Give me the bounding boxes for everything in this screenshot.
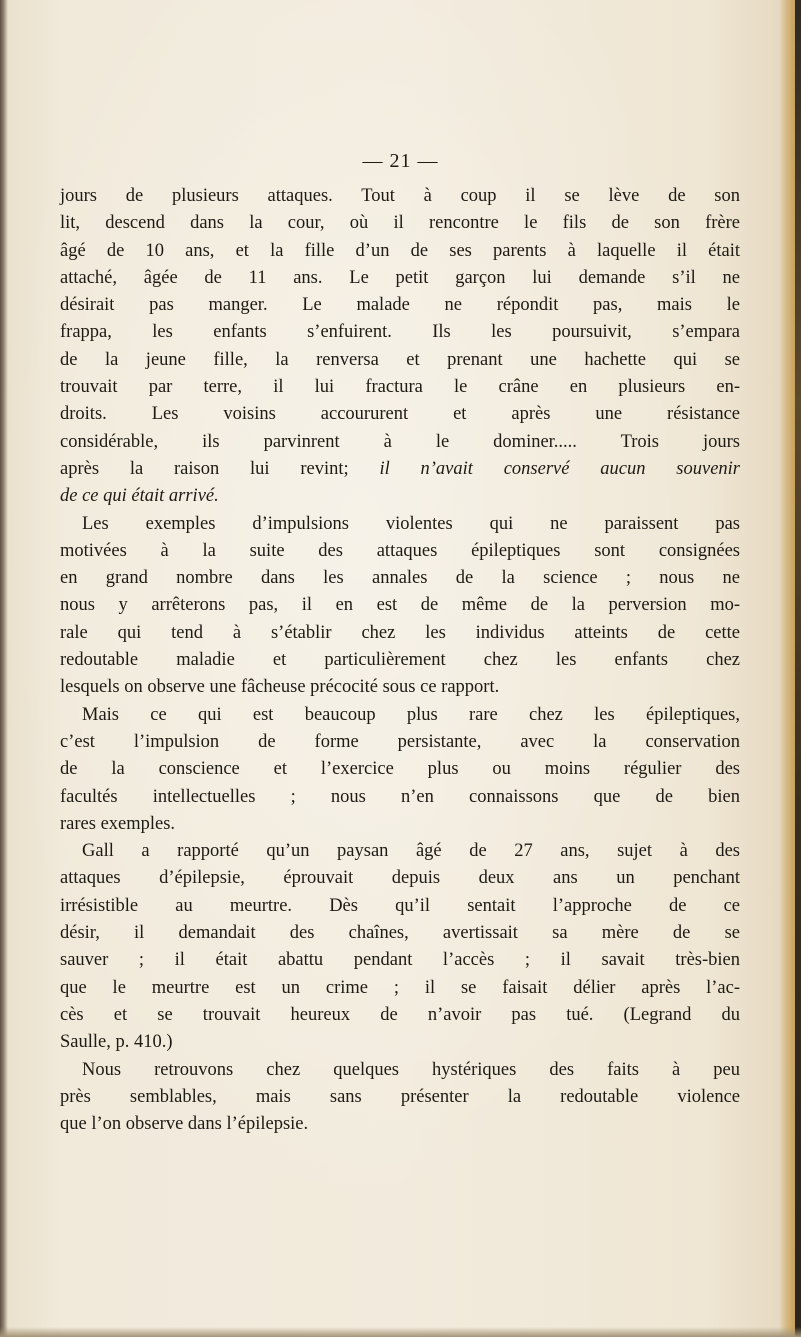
text-line-mixed (60, 456, 740, 483)
italic-text-segment: il n’avait conservé aucun souvenir (379, 458, 740, 479)
text-line: près semblables, mais sans présenter la redoutable violence (60, 1086, 740, 1107)
text-line: irrésistible au meurtre. Dès qu’il sentait l’approche de ce (60, 895, 740, 916)
text-line: lit, descend dans la cour, où il rencontre le fils de son frère (60, 213, 740, 234)
page-right-edge-dark-strip (795, 0, 801, 1337)
text-line-indented: Gall a rapporté qu’un paysan âgé de 27 ans, sujet à des (82, 841, 740, 862)
text-line: que le meurtre est un crime ; il se faisait délier après l’ac- (60, 977, 740, 998)
italic-text-line: de ce qui était arrivé. (60, 486, 219, 507)
text-line: c’est l’impulsion de forme persistante, avec la conservation (60, 731, 740, 752)
text-line: que l’on observe dans l’épilepsie. (60, 1114, 309, 1135)
text-line: frappa, les enfants s’enfuirent. Ils les poursuivit, s’empara (60, 322, 740, 343)
text-line-indented: Nous retrouvons chez quelques hystériques des faits à peu (82, 1059, 740, 1080)
text-line: trouvait par terre, il lui fractura le crâne en plusieurs en- (60, 377, 740, 398)
text-segment: après la raison lui revint; (60, 458, 380, 479)
text-line: cès et se trouvait heureux de n’avoir pas tué. (Legrand du (60, 1004, 740, 1025)
text-line: sauver ; il était abattu pendant l’accès ; il savait très-bien (60, 950, 740, 971)
body-text (60, 183, 740, 1138)
text-line: attaché, âgée de 11 ans. Le petit garçon lui demande s’il ne (60, 267, 740, 288)
text-line: attaques d’épilepsie, éprouvait depuis deux ans un penchant (60, 868, 740, 889)
text-line: droits. Les voisins accoururent et après une résistance (60, 404, 740, 425)
page-left-edge-shadow (0, 0, 8, 1337)
text-line: désirait pas manger. Le malade ne répondit pas, mais le (60, 295, 740, 316)
text-line: redoutable maladie et particulièrement chez les enfants chez (60, 650, 740, 671)
text-line: lesquels on observe une fâcheuse précocité sous ce rapport. (60, 677, 500, 698)
text-line: nous y arrêterons pas, il en est de même de la perversion mo- (60, 595, 740, 616)
page-number: — 21 — (362, 150, 439, 172)
text-line: de la jeune fille, la renversa et prenant une hachette qui se (60, 349, 740, 370)
text-line-indented: Mais ce qui est beaucoup plus rare chez les épileptiques, (82, 704, 740, 725)
text-line-indented: Les exemples d’impulsions violentes qui ne paraissent pas (82, 513, 740, 534)
text-line: en grand nombre dans les annales de la science ; nous ne (60, 568, 740, 589)
text-line: Saulle, p. 410.) (60, 1032, 173, 1053)
text-line: facultés intellectuelles ; nous n’en connaissons que de bien (60, 786, 740, 807)
text-line: rale qui tend à s’établir chez les individus atteints de cette (60, 622, 740, 643)
text-line: âgé de 10 ans, et la fille d’un de ses parents à laquelle il était (60, 240, 740, 261)
text-line: rares exemples. (60, 813, 176, 834)
text-line: désir, il demandait des chaînes, avertissait sa mère de se (60, 923, 740, 944)
text-line: motivées à la suite des attaques épileptiques sont consignées (60, 540, 740, 561)
text-line: considérable, ils parvinrent à le dominer..... Trois jours (60, 431, 740, 452)
text-line: de la conscience et l’exercice plus ou moins régulier des (60, 759, 740, 780)
text-line: jours de plusieurs attaques. Tout à coup il se lève de son (60, 186, 740, 206)
page-bottom-edge-shadow (0, 1327, 801, 1337)
